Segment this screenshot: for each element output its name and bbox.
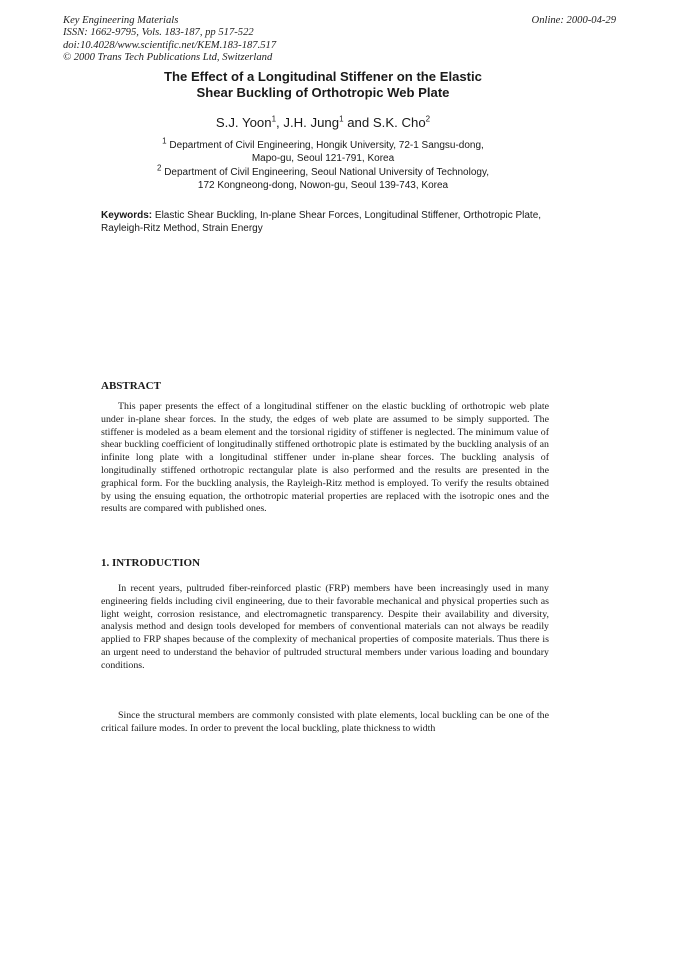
keywords-text: Elastic Shear Buckling, In-plane Shear Forces, Longitudinal Stiffener, Orthotropic Plate, Rayleigh-Ritz Method, Strain Energy bbox=[101, 210, 542, 234]
online-date: Online: 2000-04-29 bbox=[531, 15, 616, 26]
author-separator: and bbox=[343, 115, 373, 130]
affiliation-1 bbox=[100, 136, 546, 165]
affiliation-mark: 2 bbox=[156, 163, 162, 173]
affiliation-2 bbox=[100, 163, 546, 192]
author-list bbox=[100, 115, 546, 131]
author-affiliation-mark: 1 bbox=[271, 114, 277, 124]
issn-line: ISSN: 1662-9795, Vols. 183-187, pp 517-522 bbox=[63, 27, 254, 39]
affiliation-line: Department of Civil Engineering, Seoul National University of Technology, bbox=[164, 167, 490, 178]
title-line-2: Shear Buckling of Orthotropic Web Plate bbox=[196, 85, 450, 100]
author-name: S.K. Cho bbox=[372, 115, 426, 130]
author-affiliation-mark: 2 bbox=[425, 114, 431, 124]
keywords bbox=[101, 210, 551, 235]
keywords-label: Keywords: bbox=[101, 210, 153, 221]
abstract-heading: ABSTRACT bbox=[101, 380, 161, 392]
author-name: S.J. Yoon bbox=[215, 115, 272, 130]
journal-name: Key Engineering Materials bbox=[63, 15, 179, 26]
introduction-heading: 1. INTRODUCTION bbox=[101, 557, 201, 569]
affiliation-mark: 1 bbox=[162, 136, 167, 146]
abstract-paragraph: This paper presents the effect of a longitudinal stiffener on the elastic buckling of orthotropic web plate under in-plane shear forces. In the study, the edges of web plate are assumed to be simply supported. The stiffener is modeled as a beam element and the torsional rigidity of stiffener is neglected. The minimum value of shear buckling coefficient of longitudinally stiffened orthotropic plate is estimated by the buckling analysis of an infinite long plate with a longitudinal stiffener under in-plane shear forces. The buckling analysis of longitudinally stiffened orthotropic rectangular plate is also performed and the results are presented in the graphical form. For the buckling analysis, the Rayleigh-Ritz method is employed. To verify the results obtained by using the ensuing equation, the orthotropic material properties are replaced with the isotropic ones and the results are compared with published ones. bbox=[101, 401, 549, 515]
affiliation-line: Mapo-gu, Seoul 121-791, Korea bbox=[251, 152, 395, 164]
author-separator: , bbox=[276, 115, 284, 130]
introduction-paragraph-2: Since the structural members are commonly consisted with plate elements, local buckling can be one of the critical failure modes. In order to prevent the local buckling, plate thickness to width bbox=[101, 710, 549, 734]
affiliation-line: Department of Civil Engineering, Hongik University, 72-1 Sangsu-dong, bbox=[169, 140, 484, 151]
doi-line: doi:10.4028/www.scientific.net/KEM.183-187.517 bbox=[63, 39, 277, 51]
journal-citation-block bbox=[63, 15, 393, 64]
affiliation-line: 172 Kongneong-dong, Nowon-gu, Seoul 139-743, Korea bbox=[197, 179, 449, 191]
introduction-paragraph-1: In recent years, pultruded fiber-reinforced plastic (FRP) members have been increasingly used in many engineering fields including civil engineering, due to their favorable mechanical and physical properties such as light weight, corrosion resistance, and electromagnetic transparency. Despite their availability and diversity, analysis method and design tools developed for members of conventional materials can not always be readily applied to FRP shapes because of the complexity of mechanical properties of composite materials. Thus there is an urgent need to understand the behavior of pultruded structural members under various loading and boundary conditions. bbox=[101, 583, 549, 671]
paper-title bbox=[100, 69, 546, 101]
author-affiliation-mark: 1 bbox=[339, 114, 344, 124]
title-line-1: The Effect of a Longitudinal Stiffener on the Elastic bbox=[164, 69, 482, 84]
copyright-line: © 2000 Trans Tech Publications Ltd, Switzerland bbox=[63, 51, 273, 63]
author-name: J.H. Jung bbox=[283, 115, 340, 130]
